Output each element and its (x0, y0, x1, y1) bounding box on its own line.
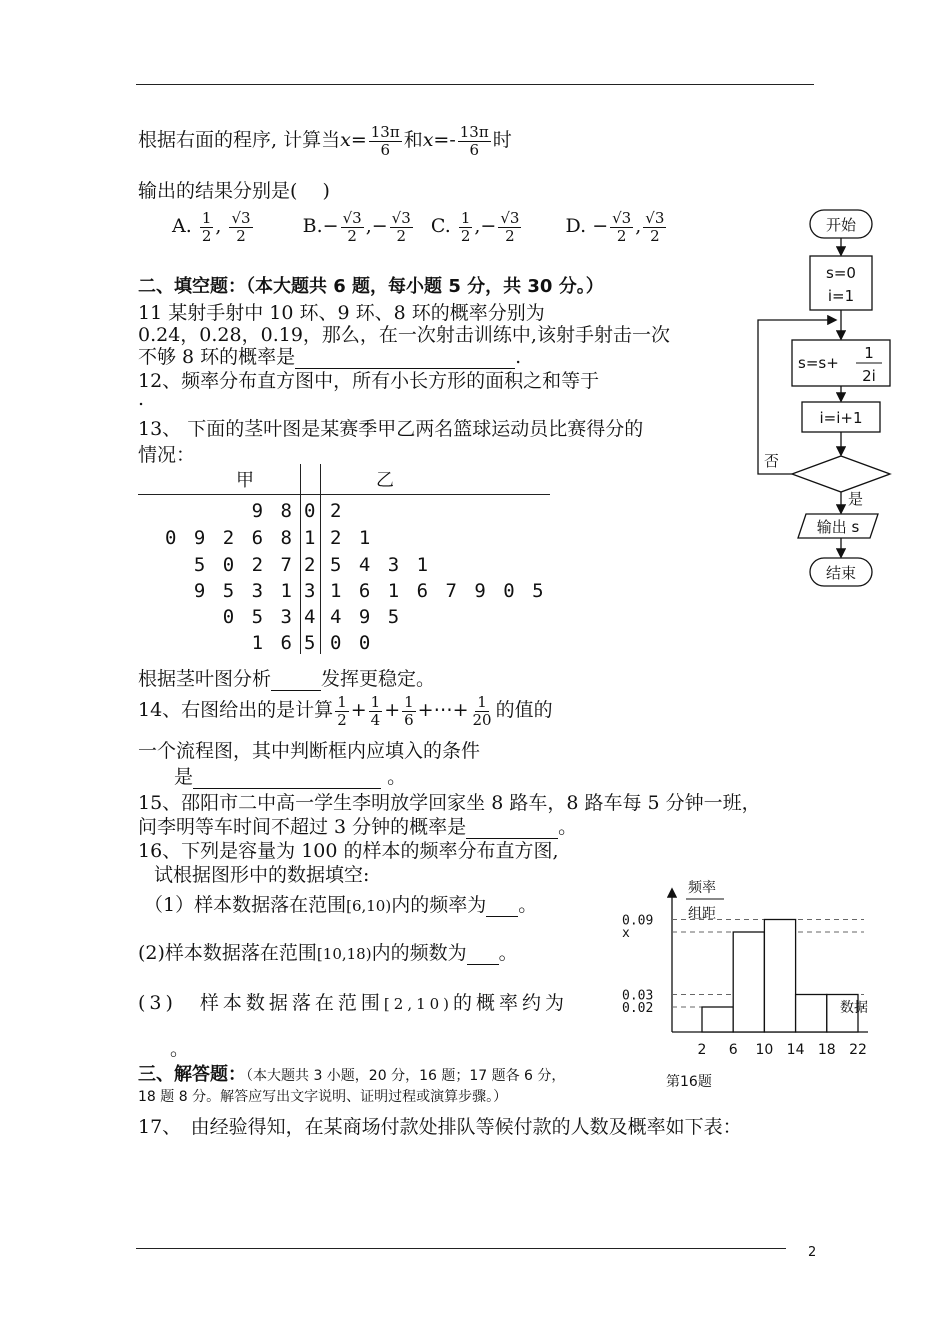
section3-heading: 三、解答题： (138, 1064, 246, 1085)
hist-ylabel-top: 频率 (688, 880, 716, 896)
flow-start-text: 开始 (825, 216, 857, 234)
q14-line3: 是 。 (174, 766, 407, 788)
page-number: 2 (808, 1245, 817, 1260)
hist-ytick-3: 0.02 (622, 1001, 654, 1016)
q16-line1: 16、下列是容量为 100 的样本的频率分布直方图, (138, 840, 559, 862)
q15-line1: 15、邵阳市二中高一学生李明放学回家坐 8 路车，8 路车每 5 分钟一班， (138, 792, 761, 814)
flow-sum-den: 2i (862, 367, 876, 385)
flowchart (750, 200, 910, 600)
stem-0: 0 (304, 500, 316, 522)
flow-init-s: s=0 (826, 264, 856, 282)
q16-part1-blank[interactable] (486, 898, 518, 917)
flow-sum-prefix: s=s+ (798, 354, 839, 372)
flow-sum-num: 1 (864, 344, 874, 362)
q14-line2: 一个流程图，其中判断框内应填入的条件 (138, 740, 481, 762)
q12-line2: . (138, 388, 145, 410)
hist-xtick-1: 6 (728, 1042, 738, 1058)
stem-leaf-header-line (138, 494, 550, 495)
footer-rule (136, 1248, 786, 1249)
option-b: B.− $\frac{√3}{2}$ ,− $\frac{√3}{2}$ (302, 209, 411, 245)
q16-part2-blank[interactable] (467, 946, 499, 965)
hist-bar-0 (702, 1007, 733, 1032)
stem-leaf-right-1: 2 1 (330, 527, 371, 549)
stem-leaf-left-3: 9 5 3 1 (193, 580, 292, 602)
stem-leaf-right-5: 0 0 (330, 632, 371, 654)
q14-answer-blank[interactable] (193, 770, 381, 789)
q10-line2: 输出的结果分别是( ) (138, 180, 330, 202)
section2-heading: 二、填空题：（本大题共 6 题，每小题 5 分，共 30 分。） (138, 276, 604, 297)
stem-leaf-right-header: 乙 (376, 470, 394, 491)
stem-leaf-left-5: 1 6 (251, 632, 292, 654)
q11-line2: 0.24，0.28，0.19，那么，在一次射击训练中,该射手射击一次 (138, 324, 670, 346)
stem-4: 4 (304, 606, 316, 628)
hist-ytick-1: x (622, 926, 630, 941)
q16-line2: 试根据图形中的数据填空: (154, 864, 370, 886)
stem-leaf-left-1: 0 9 2 6 8 (165, 527, 292, 549)
q16-part3: (3) 样本数据落在范围[2,10)的概率约为 (138, 992, 569, 1014)
hist-xtick-4: 18 (817, 1042, 836, 1058)
hist-xlabel: 数据 (840, 1000, 868, 1016)
stem-leaf-right-0: 2 (330, 500, 342, 522)
hist-bar-2 (764, 920, 795, 1033)
q11-line3: 不够 8 环的概率是 . (138, 346, 522, 368)
flow-increment-text: i=i+1 (819, 409, 863, 427)
hist-ylabel-bottom: 组距 (688, 906, 716, 922)
hist-ytick-0: 0.09 (622, 913, 654, 929)
option-a: A. $\frac{1}{2}$ , $\frac{√3}{2}$ (172, 209, 251, 245)
flow-decision (792, 456, 890, 492)
q10-options (172, 210, 668, 244)
q13-conclusion: 根据茎叶图分析 发挥更稳定。 (138, 668, 436, 690)
q16-part1: （1）样本数据落在范围[6,10)内的频率为 。 (144, 894, 538, 916)
stem-leaf-left-header: 甲 (236, 470, 254, 491)
q17-line1: 17、 由经验得知，在某商场付款处排队等候付款的人数及概率如下表： (138, 1116, 742, 1138)
q10-line1: 根据右面的程序, 计算当x= $\frac{13\pi}{6}$ 和x=- $\frac{13\pi}{6}$ 时 (138, 123, 512, 159)
flow-end-text: 结束 (825, 564, 857, 582)
flow-init-i: i=1 (827, 287, 855, 305)
stem-leaf-left-4: 0 5 3 (222, 606, 292, 628)
stem-2: 2 (304, 554, 316, 576)
hist-xtick-0: 2 (697, 1042, 707, 1058)
stem-leaf-left-0: 9 8 (251, 500, 292, 522)
stem-leaf-right-2: 5 4 3 1 (330, 554, 429, 576)
frequency-histogram (618, 870, 888, 1092)
stem-leaf-right-3: 1 6 1 6 7 9 0 5 (330, 580, 544, 602)
flow-yes-label: 是 (848, 490, 864, 508)
hist-bar-3 (796, 995, 827, 1033)
hist-title: 第16题 (666, 1074, 712, 1090)
section3-note2: 18 题 8 分。解答应写出文字说明、证明过程或演算步骤。） (138, 1089, 508, 1105)
stem-5: 5 (304, 632, 316, 654)
q14-line1: 14、右图给出的是计算 $\frac{1}{2}$ + $\frac{1}{4}$ + $\frac{1}{6}$ +⋯+ $\frac{1}{20}$ 的值的 (138, 693, 553, 729)
stem-leaf-right-4: 4 9 5 (330, 606, 400, 628)
q13-answer-blank[interactable] (271, 672, 321, 691)
q15-line2: 问李明等车时间不超过 3 分钟的概率是 。 (138, 816, 578, 838)
stem-divider-left (300, 464, 301, 654)
q13-line1: 13、 下面的茎叶图是某赛季甲乙两名篮球运动员比赛得分的 (138, 418, 644, 440)
stem-leaf-left-2: 5 0 2 7 (193, 554, 292, 576)
q16-part3-end: 。 (170, 1038, 190, 1060)
q11-line1: 11 某射手射中 10 环、9 环、8 环的概率分别为 (138, 302, 545, 324)
hist-xtick-2: 10 (755, 1042, 774, 1058)
section3-heading-line (138, 1060, 565, 1086)
q12-line1: 12、频率分布直方图中，所有小长方形的面积之和等于 (138, 370, 600, 392)
flow-no-label: 否 (764, 452, 780, 470)
hist-xtick-3: 14 (786, 1042, 805, 1058)
hist-bar-1 (733, 932, 764, 1032)
hist-ytick-2: 0.03 (622, 988, 654, 1004)
header-rule (136, 84, 814, 85)
section3-note1: （本大题共 3 小题，20 分，16 题；17 题各 6 分， (246, 1068, 566, 1084)
option-c: C. $\frac{1}{2}$ ,− $\frac{√3}{2}$ (430, 209, 520, 245)
stem-1: 1 (304, 527, 316, 549)
option-d: D. − $\frac{√3}{2}$ , $\frac{√3}{2}$ (565, 209, 665, 245)
q13-line2: 情况： (138, 444, 196, 466)
flow-output-text: 输出 s (816, 518, 860, 536)
stem-3: 3 (304, 580, 316, 602)
stem-divider-right (320, 464, 321, 654)
hist-xtick-5: 22 (849, 1042, 867, 1058)
q16-part2: (2)样本数据落在范围[10,18)内的频数为 。 (138, 942, 518, 964)
